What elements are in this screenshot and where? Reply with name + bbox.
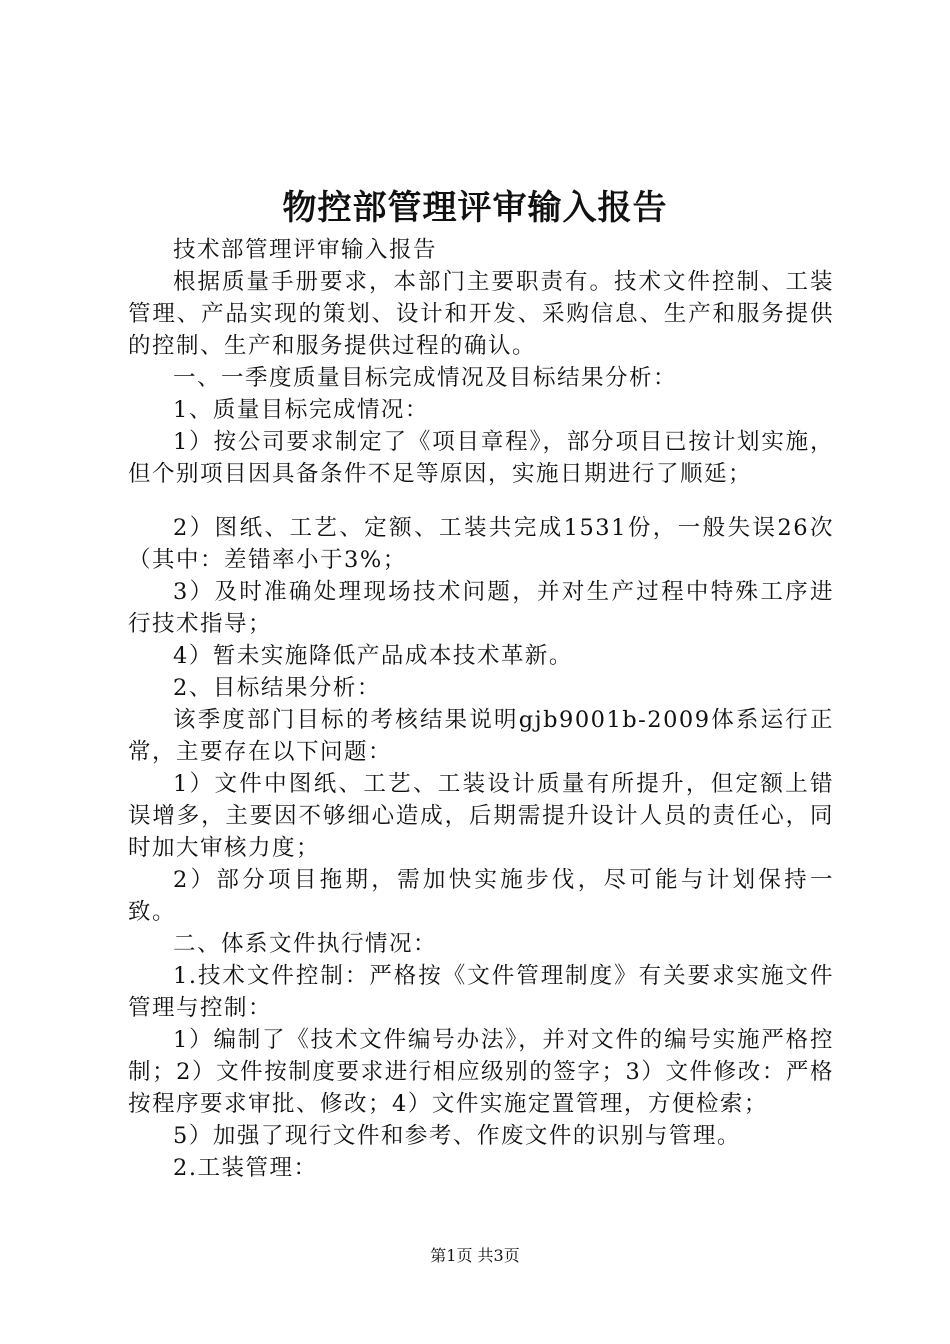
section-heading: 一、一季度质量目标完成情况及目标结果分析： — [173, 365, 678, 391]
paragraph: 技术部管理评审输入报告 — [173, 237, 438, 263]
page-title: 物控部管理评审输入报告 — [282, 188, 668, 228]
list-item: 2）图纸、工艺、定额、工装共完成1531份，一般失误26次（其中：差错率小于3%； — [128, 515, 834, 573]
list-item: 4）暂未实施降低产品成本技术革新。 — [173, 643, 573, 669]
page-number-footer: 第1页 共3页 — [430, 1246, 520, 1265]
list-item: 3）及时准确处理现场技术问题，并对生产过程中特殊工序进行技术指导； — [128, 579, 834, 637]
list-item: 5）加强了现行文件和参考、作废文件的识别与管理。 — [173, 1123, 741, 1149]
subsection-heading: 1.技术文件控制：严格按《文件管理制度》有关要求实施文件管理与控制： — [128, 963, 834, 1021]
subsection-heading: 2、目标结果分析： — [173, 675, 381, 701]
paragraph: 根据质量手册要求，本部门主要职责有。技术文件控制、工装管理、产品实现的策划、设计和开发、采购信息、生产和服务提供的控制、生产和服务提供过程的确认。 — [128, 269, 834, 359]
section-heading: 二、体系文件执行情况： — [173, 931, 438, 957]
list-item: 1）文件中图纸、工艺、工装设计质量有所提升，但定额上错误增多，主要因不够细心造成，后期需提升设计人员的责任心，同时加大审核力度； — [128, 771, 834, 861]
list-item: 1）编制了《技术文件编号办法》，并对文件的编号实施严格控制；2）文件按制度要求进行相应级别的签字；3）文件修改：严格按程序要求审批、修改；4）文件实施定置管理，方便检索； — [128, 1027, 834, 1117]
subsection-heading: 1、质量目标完成情况： — [173, 397, 429, 423]
subsection-heading: 2.工装管理： — [173, 1155, 318, 1181]
list-item: 2）部分项目拖期，需加快实施步伐，尽可能与计划保持一致。 — [128, 867, 834, 925]
list-item: 1）按公司要求制定了《项目章程》，部分项目已按计划实施，但个别项目因具备条件不足等原因，实施日期进行了顺延； — [128, 429, 834, 487]
paragraph: 该季度部门目标的考核结果说明gjb9001b-2009体系运行正常，主要存在以下问题： — [128, 707, 834, 765]
document-body — [128, 234, 834, 1184]
